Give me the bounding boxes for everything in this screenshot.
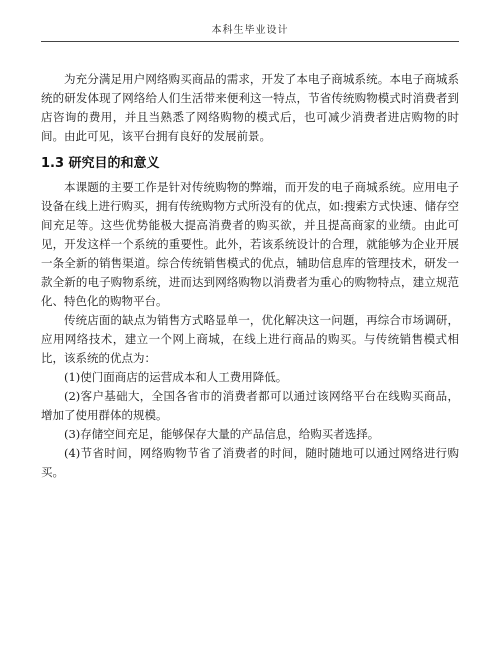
- advantage-item-2: (2)客户基础大，全国各省市的消费者都可以通过该网络平台在线购买商品，增加了使用群体的规模。: [41, 389, 459, 422]
- header-divider: [41, 41, 459, 42]
- intro-paragraph: 为充分满足用户网络购买商品的需求，开发了本电子商城系统。本电子商城系统的研发体现了网络给人们生活带来便利这一特点，节省传统购物模式时消费者到店咨询的费用，并且当熟悉了网络购物的模式后，也可减少消费者进店购物的时间。由此可见，该平台拥有良好的发展前景。: [41, 72, 459, 143]
- section-paragraph-2: 传统店面的缺点为销售方式略显单一，优化解决这一问题，再综合市场调研，应用网络技术，建立一个网上商城，在线上进行商品的购买。与传统销售模式相比，该系统的优点为：: [41, 313, 459, 365]
- advantage-item-4: (4)节省时间，网络购物节省了消费者的时间，随时随地可以通过网络进行购买。: [41, 446, 459, 479]
- advantage-item-1: (1)使门面商店的运营成本和人工费用降低。: [64, 370, 288, 384]
- page-header-title: 本科生毕业设计: [211, 25, 289, 36]
- document-body: [41, 70, 459, 482]
- section-heading: 1.3 研究目的和意义: [41, 156, 160, 171]
- advantage-item-3: (3)存储空间充足，能够保存大量的产品信息，给购买者选择。: [64, 427, 380, 441]
- section-paragraph-1: 本课题的主要工作是针对传统购物的弊端，而开发的电子商城系统。应用电子设备在线上进行购买，拥有传统购物方式所没有的优点，如:搜索方式快速、储存空间充足等。这些优势能极大提高消费者的购买欲，并且提高商家的业绩。由此可见，开发这样一个系统的重要性。此外，若该系统设计的合理，就能够为企业开展一条全新的销售渠道。综合传统销售模式的优点，辅助信息库的管理技术，研发一款全新的电子购物系统，进而达到网络购物以消费者为重心的购物特点，建立规范化、特色化的购物平台。: [41, 180, 459, 308]
